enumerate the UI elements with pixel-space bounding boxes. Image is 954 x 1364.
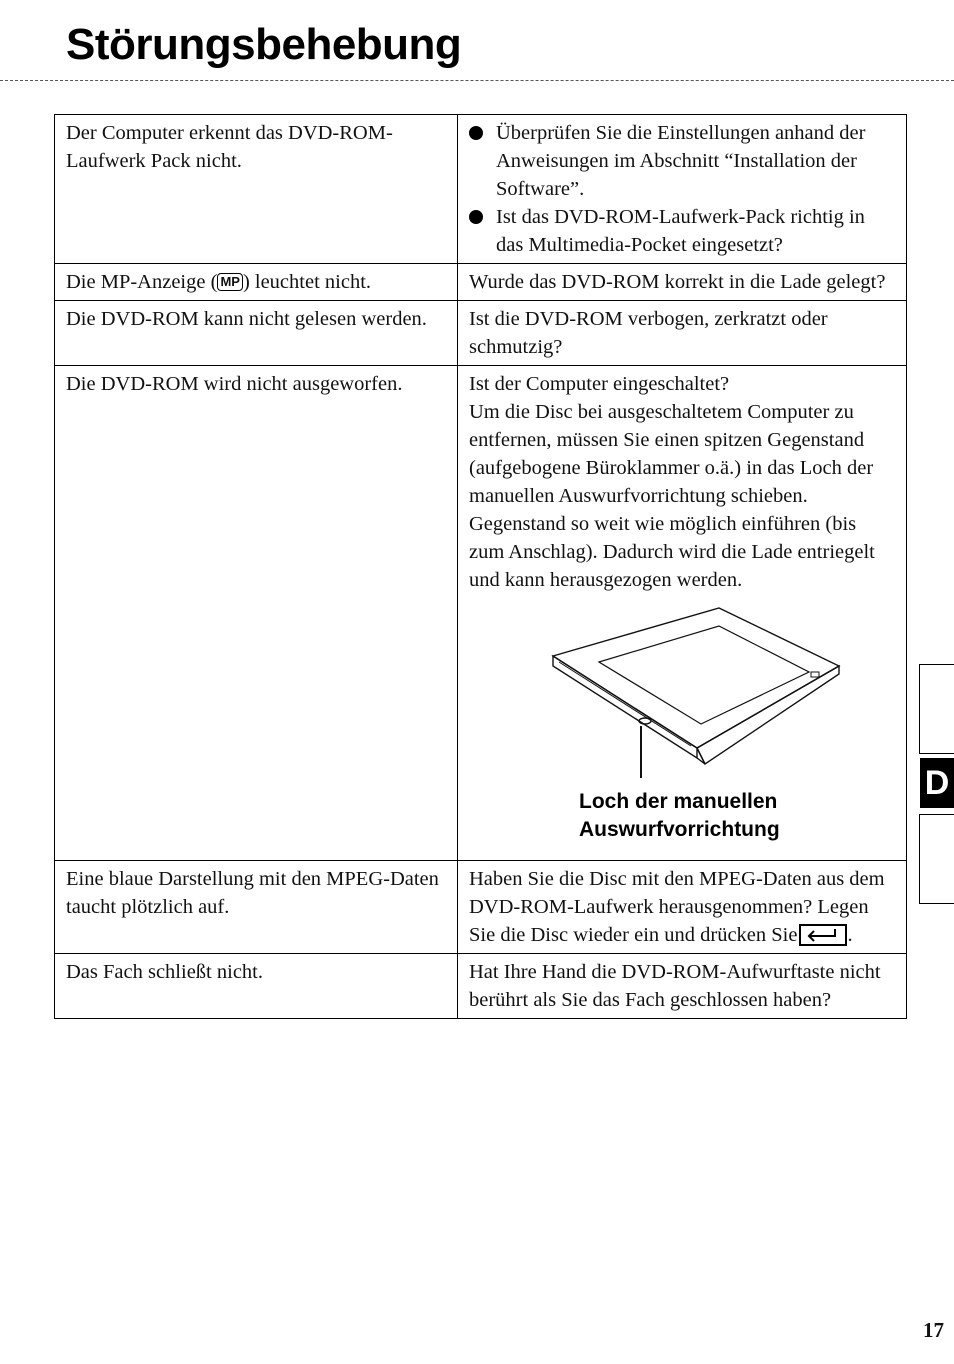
- drive-front-face: [553, 656, 697, 758]
- table-row: [55, 301, 907, 366]
- solution-cell: [458, 861, 907, 954]
- bullet-icon: [469, 126, 483, 140]
- problem-cell: [55, 861, 458, 954]
- problem-text: Eine blaue Darstellung mit den MPEG-Daten taucht plötzlich auf.: [66, 868, 439, 918]
- solution-text: Gegenstand so weit wie möglich einführen (bis zum Anschlag). Dadurch wird die Lade entriegelt und kann herausgezogen werden.: [469, 513, 875, 591]
- problem-cell: [55, 301, 458, 366]
- title-rule: [0, 80, 954, 81]
- solution-text: Ist der Computer eingeschaltet?: [469, 373, 730, 395]
- table-row: [55, 861, 907, 954]
- figure-caption-line: Loch der manuellen: [579, 790, 778, 813]
- problem-text: Das Fach schließt nicht.: [66, 961, 263, 983]
- solution-text: Ist das DVD-ROM-Laufwerk-Pack richtig in das Multimedia-Pocket eingesetzt?: [496, 206, 865, 256]
- table-row: [55, 366, 907, 861]
- figure-caption: [579, 788, 780, 844]
- solution-text: Überprüfen Sie die Einstellungen anhand der Anweisungen im Abschnitt “Installation der Software”.: [496, 122, 866, 200]
- list-item: [469, 203, 896, 259]
- page-number: 17: [923, 1318, 944, 1342]
- side-tab-d: D: [920, 758, 954, 808]
- bullet-icon: [469, 210, 483, 224]
- problem-text: Die DVD-ROM kann nicht gelesen werden.: [66, 308, 427, 330]
- side-tab-blank: [919, 664, 954, 754]
- problem-text: Die DVD-ROM wird nicht ausgeworfen.: [66, 373, 403, 395]
- problem-cell: [55, 954, 458, 1019]
- solution-text-after: .: [847, 924, 853, 946]
- problem-cell: [55, 366, 458, 861]
- problem-text: [66, 268, 447, 296]
- solution-cell: [458, 301, 907, 366]
- drive-side-face: [697, 666, 839, 764]
- solution-cell: [458, 366, 907, 861]
- table-row: [55, 115, 907, 264]
- dvd-drive-illustration: [469, 596, 889, 796]
- mp-indicator-icon: MP: [217, 273, 243, 291]
- side-tab-blank: [919, 814, 954, 904]
- solution-text-before: Haben Sie die Disc mit den MPEG-Daten aus dem DVD-ROM-Laufwerk herausgenommen? Legen Sie die Disc wieder ein und drücken Sie: [469, 868, 885, 946]
- solution-text: Um die Disc bei ausgeschaltetem Computer zu entfernen, müssen Sie einen spitzen Gegenstand (aufgebogene Büroklammer o.ä.) in das Loch der manuellen Auswurfvorrichtung schieben.: [469, 401, 874, 507]
- figure-caption-line: Auswurfvorrichtung: [579, 818, 780, 841]
- eject-hole-icon: [639, 718, 651, 724]
- solution-text: Hat Ihre Hand die DVD-ROM-Aufwurftaste nicht berührt als Sie das Fach geschlossen haben?: [469, 961, 881, 1011]
- drive-top-recess: [599, 626, 809, 724]
- solution-cell: [458, 264, 907, 301]
- enter-key-icon: [799, 924, 847, 946]
- list-item: [469, 119, 896, 203]
- table-row: [55, 954, 907, 1019]
- dvd-drive-figure: [469, 596, 889, 856]
- problem-cell: [55, 115, 458, 264]
- solution-cell: [458, 115, 907, 264]
- problem-text-before: Die MP-Anzeige (: [66, 271, 218, 293]
- page-title: Störungsbehebung: [66, 20, 462, 69]
- problem-cell: [55, 264, 458, 301]
- solution-cell: [458, 954, 907, 1019]
- problem-text-after: ) leuchtet nicht.: [242, 271, 372, 293]
- solution-text: Wurde das DVD-ROM korrekt in die Lade gelegt?: [469, 271, 886, 293]
- solution-text: [469, 865, 896, 949]
- solution-text: Ist die DVD-ROM verbogen, zerkratzt oder schmutzig?: [469, 308, 828, 358]
- table-row: [55, 264, 907, 301]
- problem-text: Der Computer erkennt das DVD-ROM-Laufwerk Pack nicht.: [66, 122, 393, 172]
- troubleshooting-table: [54, 114, 907, 1019]
